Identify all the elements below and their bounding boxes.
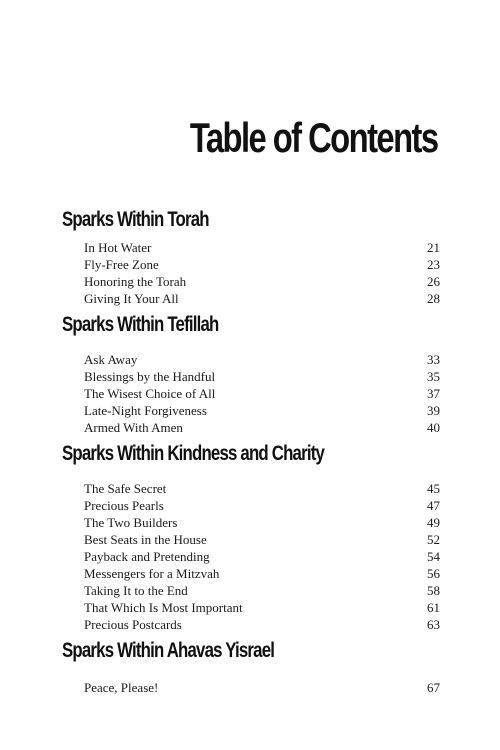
toc-section xyxy=(62,438,440,633)
toc-entry[interactable] xyxy=(62,351,440,368)
toc-entry[interactable] xyxy=(62,616,440,633)
entry-title: Late-Night Forgiveness xyxy=(84,403,207,418)
toc-entry[interactable] xyxy=(62,273,440,290)
entry-page-number: 26 xyxy=(427,274,440,289)
entry-title: In Hot Water xyxy=(84,240,152,255)
toc-entry[interactable] xyxy=(62,402,440,419)
entry-title: Ask Away xyxy=(84,352,138,367)
toc-section xyxy=(62,309,440,436)
entry-title: Armed With Amen xyxy=(84,420,183,435)
entry-page-number: 23 xyxy=(427,257,440,272)
entry-title: Peace, Please! xyxy=(84,680,159,695)
section-heading: Sparks Within Ahavas Yisrael xyxy=(62,639,275,662)
entry-list xyxy=(62,239,440,307)
entry-list xyxy=(62,351,440,436)
entry-page-number: 35 xyxy=(427,369,440,384)
entry-title: Taking It to the End xyxy=(84,583,188,598)
toc-entry[interactable] xyxy=(62,368,440,385)
toc-entry[interactable] xyxy=(62,565,440,582)
entry-title: The Safe Secret xyxy=(84,481,167,496)
entry-title: Precious Pearls xyxy=(84,498,164,513)
entry-title: Blessings by the Handful xyxy=(84,369,216,384)
entry-page-number: 63 xyxy=(427,617,440,632)
entry-page-number: 40 xyxy=(427,420,440,435)
page-title: Table of Contents xyxy=(190,114,438,161)
entry-page-number: 61 xyxy=(427,600,440,615)
toc-entry[interactable] xyxy=(62,679,440,696)
entry-page-number: 37 xyxy=(427,386,440,401)
toc-entry[interactable] xyxy=(62,599,440,616)
entry-title: That Which Is Most Important xyxy=(84,600,243,615)
entry-title: The Wisest Choice of All xyxy=(84,386,216,401)
toc-entry[interactable] xyxy=(62,419,440,436)
toc-entry[interactable] xyxy=(62,497,440,514)
entry-page-number: 67 xyxy=(427,680,440,695)
toc-entry[interactable] xyxy=(62,385,440,402)
entry-title: Payback and Pretending xyxy=(84,549,210,564)
toc-section xyxy=(62,204,440,307)
toc-entry[interactable] xyxy=(62,582,440,599)
entry-title: Best Seats in the House xyxy=(84,532,207,547)
section-heading: Sparks Within Kindness and Charity xyxy=(62,442,325,465)
entry-page-number: 33 xyxy=(427,352,440,367)
toc-entry[interactable] xyxy=(62,548,440,565)
entry-page-number: 21 xyxy=(427,240,440,255)
entry-title: Precious Postcards xyxy=(84,617,182,632)
entry-list xyxy=(62,679,440,696)
toc-entry[interactable] xyxy=(62,514,440,531)
toc-entry[interactable] xyxy=(62,256,440,273)
entry-title: Giving It Your All xyxy=(84,291,179,306)
entry-page-number: 47 xyxy=(427,498,440,513)
entry-page-number: 58 xyxy=(427,583,440,598)
entry-title: Fly-Free Zone xyxy=(84,257,159,272)
entry-list xyxy=(62,480,440,633)
section-heading: Sparks Within Tefillah xyxy=(62,313,219,336)
entry-page-number: 54 xyxy=(427,549,440,564)
entry-title: Honoring the Torah xyxy=(84,274,187,289)
entry-title: Messengers for a Mitzvah xyxy=(84,566,220,581)
entry-page-number: 28 xyxy=(427,291,440,306)
entry-page-number: 49 xyxy=(427,515,440,530)
entry-page-number: 39 xyxy=(427,403,440,418)
toc-entry[interactable] xyxy=(62,239,440,256)
table-of-contents xyxy=(62,204,440,698)
toc-section xyxy=(62,635,440,696)
entry-page-number: 45 xyxy=(427,481,440,496)
toc-entry[interactable] xyxy=(62,290,440,307)
entry-page-number: 52 xyxy=(427,532,440,547)
toc-entry[interactable] xyxy=(62,531,440,548)
entry-page-number: 56 xyxy=(427,566,440,581)
section-heading: Sparks Within Torah xyxy=(62,208,209,231)
toc-entry[interactable] xyxy=(62,480,440,497)
entry-title: The Two Builders xyxy=(84,515,178,530)
